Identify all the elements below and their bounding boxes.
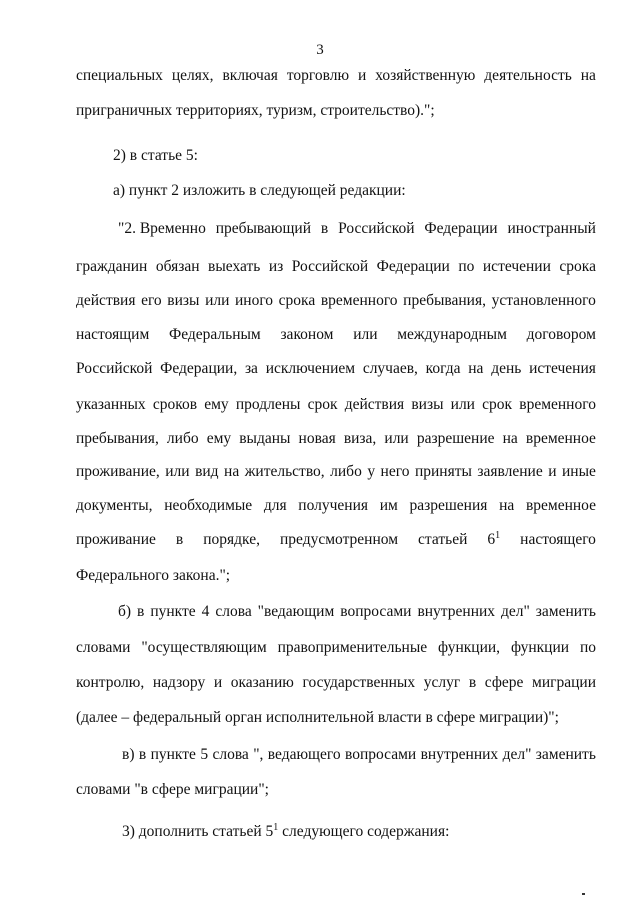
word: сроков <box>152 396 198 413</box>
word: приняты <box>414 463 472 480</box>
text-line-7 <box>76 291 596 311</box>
word: установленного <box>491 292 596 309</box>
word: в <box>468 674 477 691</box>
text-line-21: словами "в сфере миграции"; <box>76 781 269 798</box>
word: заявление <box>477 463 543 480</box>
word: включая <box>222 67 278 84</box>
word: на <box>499 497 515 514</box>
word: Российской <box>76 360 153 377</box>
word: пребывания, <box>76 430 159 447</box>
word: услуг <box>423 674 461 691</box>
word: словами <box>76 639 131 656</box>
word: за <box>244 360 258 377</box>
word: или <box>165 463 190 480</box>
word: порядке, <box>203 531 260 548</box>
word: деятельность <box>484 67 572 84</box>
word: когда <box>425 360 461 377</box>
word: Российской <box>338 220 415 237</box>
word: слова <box>212 746 249 763</box>
text-line-2: приграничных территориях, туризм, строительство)."; <box>76 102 435 119</box>
word: ему <box>206 430 232 447</box>
word: временного <box>519 396 596 413</box>
word: срока <box>559 258 596 275</box>
word: договором <box>526 326 596 343</box>
heading-text-end: следующего содержания: <box>278 823 450 840</box>
word: статьей <box>418 531 468 548</box>
word: хозяйственную <box>375 67 476 84</box>
word: и <box>548 463 557 480</box>
word: либо <box>330 463 362 480</box>
word: пункте <box>150 603 196 620</box>
word: действия <box>76 292 136 309</box>
word: день <box>491 360 522 377</box>
word: дел" <box>501 603 530 620</box>
word: пребывания, <box>403 292 486 309</box>
word: временное <box>525 497 596 514</box>
word: Федерации, <box>160 360 238 377</box>
word: на <box>468 360 484 377</box>
item-3-heading <box>122 822 449 842</box>
superscript: 1 <box>495 530 501 541</box>
text-line-13 <box>76 496 596 516</box>
word: по <box>579 639 596 656</box>
text-line-10 <box>76 395 596 415</box>
word: на <box>580 67 596 84</box>
word: настоящего <box>520 531 596 548</box>
word: исключением <box>265 360 356 377</box>
word: действия <box>344 396 405 413</box>
word: или <box>205 292 230 309</box>
word: иного <box>235 292 274 309</box>
subitem-a-heading: а) пункт 2 изложить в следующей редакции: <box>113 182 406 199</box>
word: б) <box>118 603 132 620</box>
subitem-b-line-1 <box>118 602 596 622</box>
word: "осуществляющим <box>141 639 267 656</box>
word: в) <box>122 746 135 763</box>
word: иностранный <box>507 220 596 237</box>
item-2-heading: 2) в статье 5: <box>113 147 198 164</box>
word: из <box>268 258 284 275</box>
word: ведающего <box>267 746 341 763</box>
word: выехать <box>208 258 261 275</box>
word: ", <box>253 746 264 763</box>
word: предусмотренном <box>279 531 399 548</box>
word: вопросами <box>344 746 417 763</box>
word: государственных <box>302 674 416 691</box>
text-line-14 <box>76 530 596 550</box>
word: специальных <box>76 67 163 84</box>
word: ему <box>204 396 229 413</box>
text-line-18 <box>76 673 596 693</box>
word: правоприменительные <box>277 639 428 656</box>
word: новая <box>298 430 336 447</box>
word: разрешения <box>409 497 488 514</box>
word: или <box>353 326 378 343</box>
word: заменить <box>535 603 596 620</box>
word: виза, <box>343 430 377 447</box>
text-line-12 <box>76 462 596 482</box>
word: истечении <box>482 258 551 275</box>
subitem-v-line-1 <box>122 745 596 765</box>
word: им <box>379 497 398 514</box>
text-line-8 <box>76 325 596 345</box>
word: функции <box>510 639 570 656</box>
word: его <box>141 292 162 309</box>
word: жительство, <box>244 463 325 480</box>
word: визы <box>167 292 200 309</box>
superscript: 1 <box>273 822 279 833</box>
word: внутренних <box>420 746 499 763</box>
word: слова <box>215 603 252 620</box>
word: и <box>213 674 223 691</box>
word: контролю, <box>76 674 145 691</box>
word: пункте <box>150 746 196 763</box>
word: в <box>138 746 147 763</box>
word: настоящим <box>76 326 150 343</box>
word: указанных <box>76 396 146 413</box>
word: проживание, <box>76 463 160 480</box>
word: сфере <box>484 674 524 691</box>
text-line-19: (далее – федеральный орган исполнительной власти в сфере миграции)"; <box>76 709 559 726</box>
word: необходимые <box>164 497 253 514</box>
scan-mark <box>582 893 585 895</box>
word: временного <box>320 292 398 309</box>
word: разрешение <box>416 430 495 447</box>
word: в <box>175 531 184 548</box>
word: Федерации <box>376 258 450 275</box>
word: 5 <box>200 746 209 763</box>
word: Федеральным <box>168 326 261 343</box>
word: срок <box>482 396 513 413</box>
word: него <box>380 463 410 480</box>
text-line-15: Федерального закона."; <box>76 567 231 584</box>
word: выданы <box>239 430 291 447</box>
word: обязан <box>155 258 200 275</box>
word: срок <box>307 396 338 413</box>
word: миграции <box>532 674 596 691</box>
word: продлены <box>235 396 301 413</box>
text-line-6 <box>76 257 596 277</box>
word: 4 <box>201 603 210 620</box>
article-reference: $6^1$ <box>487 530 501 548</box>
page-number: 3 <box>316 42 324 58</box>
word: торговлю <box>286 67 350 84</box>
word: пребывающий <box>215 220 312 237</box>
word: у <box>367 463 376 480</box>
word: целях, <box>171 67 214 84</box>
word: иные <box>561 463 596 480</box>
word: либо <box>166 430 199 447</box>
word: получения <box>298 497 369 514</box>
word: надзору <box>152 674 206 691</box>
word: функции, <box>438 639 501 656</box>
word: "ведающим <box>257 603 335 620</box>
word: Российской <box>291 258 369 275</box>
word: и <box>357 67 367 84</box>
word: внутренних <box>417 603 496 620</box>
word: на <box>502 430 518 447</box>
heading-text: 3) дополнить статьей 5 <box>122 823 274 840</box>
word: законом <box>280 326 334 343</box>
word: документы, <box>76 497 153 514</box>
word: визы <box>411 396 444 413</box>
word: международным <box>397 326 507 343</box>
word: заменить <box>535 746 596 763</box>
word: вопросами <box>340 603 412 620</box>
word: в <box>320 220 329 237</box>
word: случаев, <box>362 360 418 377</box>
word: вид <box>195 463 219 480</box>
quote-line-1 <box>118 219 596 239</box>
word: истечения <box>529 360 596 377</box>
word: дел" <box>502 746 532 763</box>
word: срока <box>278 292 316 309</box>
word: Федерации <box>424 220 498 237</box>
word: временное <box>525 430 596 447</box>
text-line-11 <box>76 429 596 449</box>
word: гражданин <box>76 258 148 275</box>
text-line-1 <box>76 66 596 86</box>
word: на <box>224 463 240 480</box>
word: оказанию <box>230 674 294 691</box>
word: по <box>458 258 475 275</box>
word: проживание <box>76 531 156 548</box>
word: в <box>137 603 145 620</box>
text-line-17 <box>76 638 596 658</box>
word: "2. Временно <box>118 220 206 237</box>
word: или <box>384 430 409 447</box>
word: для <box>263 497 287 514</box>
word: или <box>450 396 475 413</box>
text-line-9 <box>76 359 596 379</box>
